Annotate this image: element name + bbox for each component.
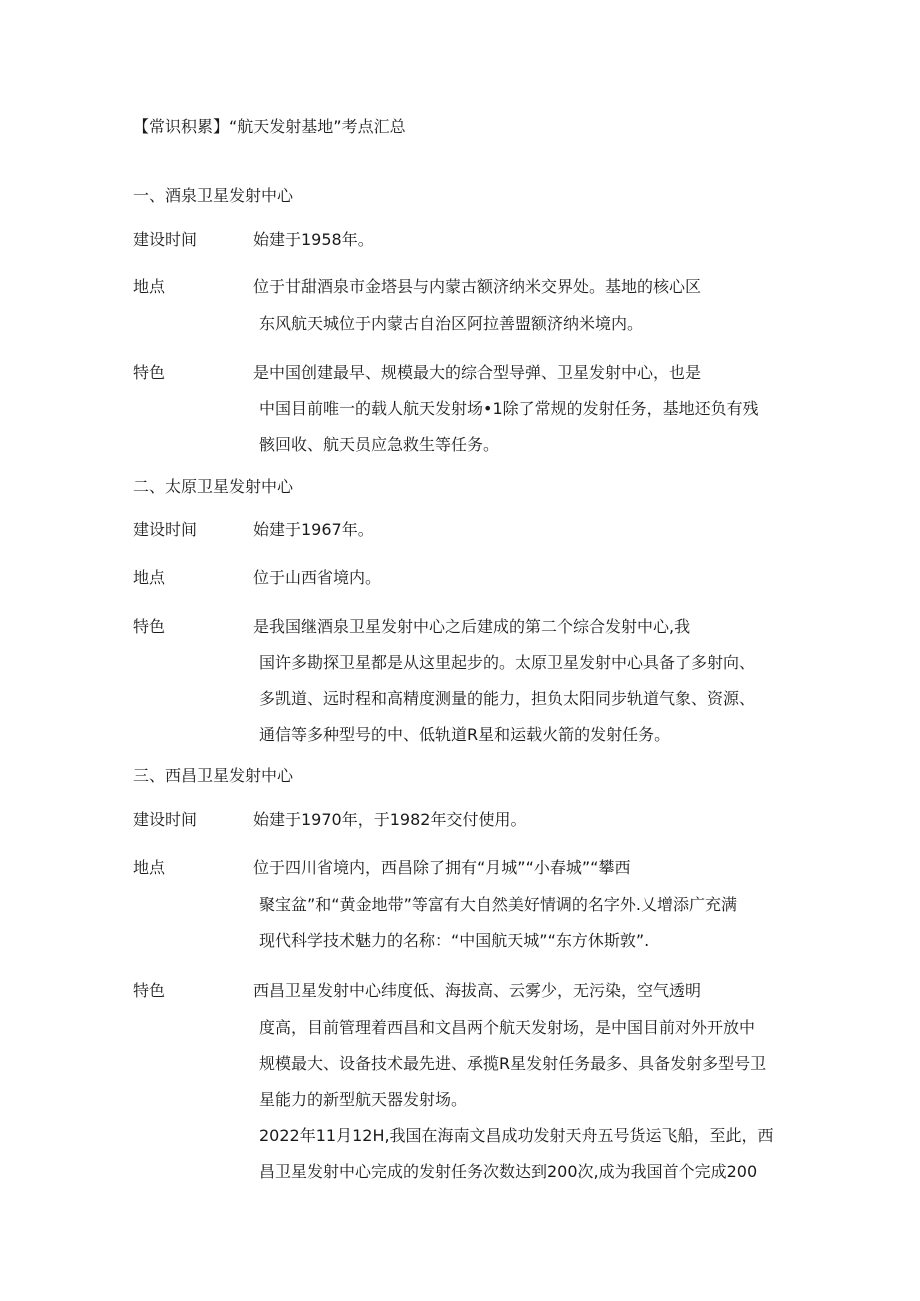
- build-time-label: 建设时间: [133, 810, 198, 829]
- section-heading-jiuquan: 一、酒泉卫星发射中心: [133, 186, 294, 205]
- location-label: 地点: [133, 277, 166, 296]
- feature-label: 特色: [133, 617, 166, 636]
- feature-label: 特色: [133, 981, 166, 1000]
- feature-text-line: 规模最大、设备技术最先进、承揽R星发射任务最多、具备发射多型号卫: [259, 1054, 767, 1073]
- location-text-line: 位于四川省境内，西昌除了拥有“月城”“小春城”“攀西: [253, 858, 631, 877]
- document-title: 【常识积累】“航天发射基地”考点汇总: [133, 117, 406, 136]
- feature-text-line: 西昌卫星发射中心纬度低、海拔高、云雾少，无污染，空气透明: [253, 981, 702, 1000]
- location-text-line: 位于甘甜酒泉市金塔县与内蒙古额济纳米交界处。基地的核心区: [253, 277, 702, 296]
- location-text-line: 东风航天城位于内蒙古自治区阿拉善盟额济纳米境内。: [259, 314, 644, 333]
- location-text-line: 位于山西省境内。: [253, 568, 382, 587]
- location-label: 地点: [133, 568, 166, 587]
- location-label: 地点: [133, 858, 166, 877]
- feature-text-line: 通信等多种型号的中、低轨道R星和运载火箭的发射任务。: [259, 725, 671, 744]
- feature-text-line: 国许多勘探卫星都是从这里起步的。太原卫星发射中心具备了多射向、: [259, 653, 756, 672]
- build-time-label: 建设时间: [133, 230, 198, 249]
- section-heading-taiyuan: 二、太原卫星发射中心: [133, 477, 294, 496]
- feature-text-line: 多凯道、远时程和高精度测量的能力，担负太阳同步轨道气象、资源、: [259, 689, 756, 708]
- feature-text-line: 2022年11月12H,我国在海南文昌成功发射天舟五号货运飞船，至此，西: [259, 1126, 774, 1145]
- feature-text-line: 度高，目前管理着西昌和文昌两个航天发射场，是中国目前对外开放中: [259, 1018, 756, 1037]
- build-time-text: 始建于1970年，于1982年交付使用。: [253, 810, 527, 829]
- section-heading-xichang: 三、西昌卫星发射中心: [133, 766, 294, 785]
- feature-text-line: 是中国创建最早、规模最大的综合型导弹、卫星发射中心，也是: [253, 363, 702, 382]
- build-time-label: 建设时间: [133, 520, 198, 539]
- feature-label: 特色: [133, 363, 166, 382]
- feature-text-line: 是我国继酒泉卫星发射中心之后建成的第二个综合发射中心,我: [253, 617, 691, 636]
- feature-text-line: 昌卫星发射中心完成的发射任务次数达到200次,成为我国首个完成200: [259, 1162, 758, 1181]
- location-text-line: 现代科学技术魅力的名称：“中国航天城”“东方休斯敦”.: [259, 931, 650, 950]
- build-time-text: 始建于1967年。: [253, 520, 374, 539]
- feature-text-line: 星能力的新型航天器发射场。: [259, 1090, 468, 1109]
- build-time-text: 始建于1958年。: [253, 230, 374, 249]
- location-text-line: 聚宝盆”和“黄金地带”等富有大自然美好情调的名字外.乂增添广充满: [259, 895, 737, 914]
- feature-text-line: 骸回收、航天员应急救生等任务。: [259, 435, 500, 454]
- feature-text-line: 中国目前唯一的载人航天发射场•1除了常规的发射任务，基地还负有残: [259, 399, 759, 418]
